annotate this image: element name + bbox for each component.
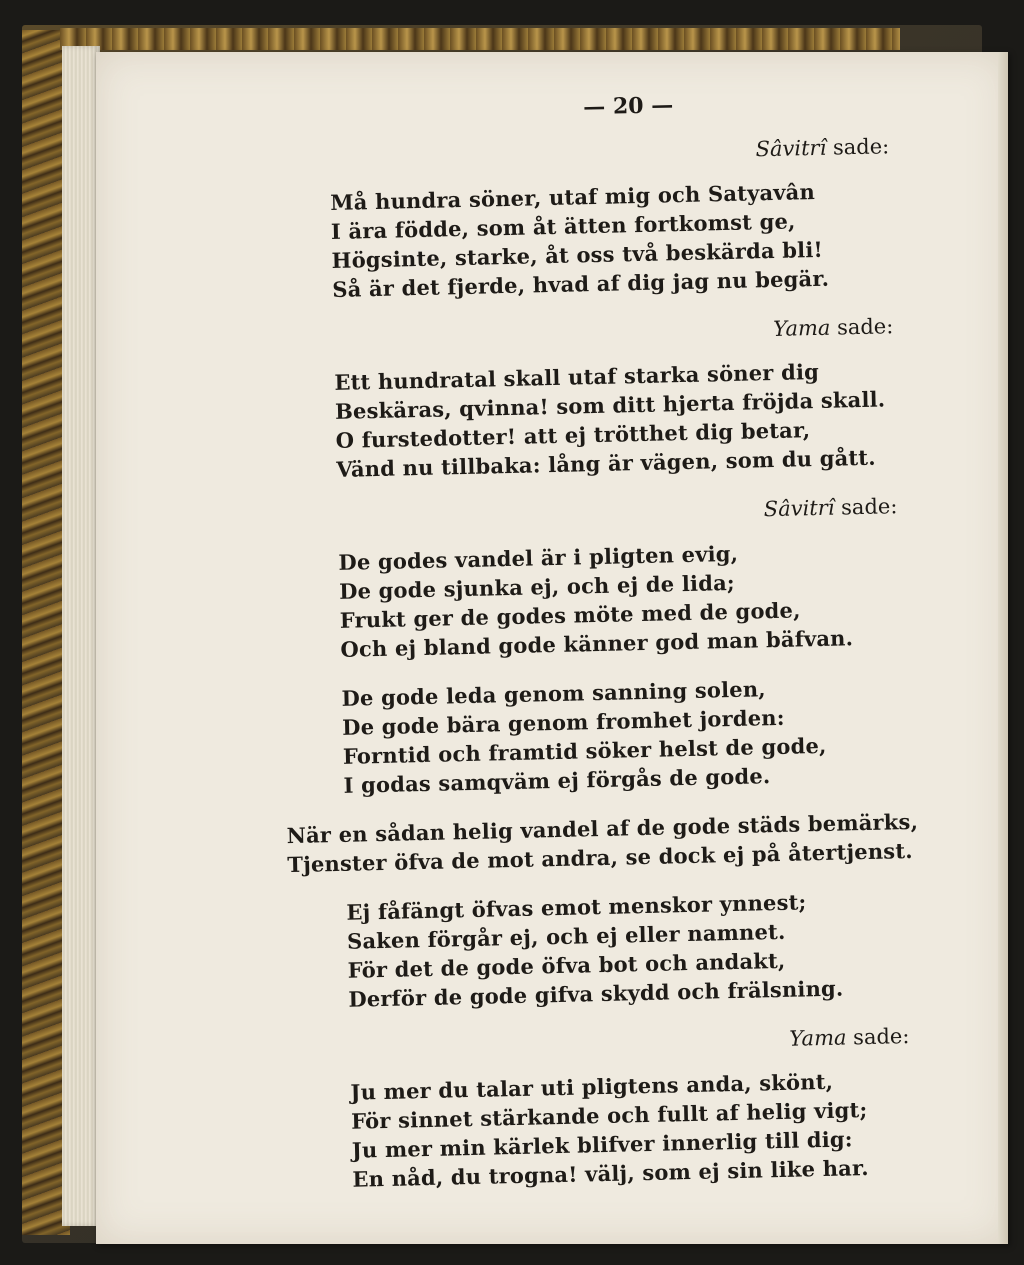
stanza [350, 1065, 912, 1194]
verse-line: För sinnet stärkande och fullt af helig vigt; [350, 1097, 868, 1134]
verse-line: Ju mer min kärlek blifver innerlig till dig: [351, 1126, 854, 1163]
speaker-name: Sâvitrî [755, 135, 827, 162]
verse-line: Ej fåfängt öfvas emot menskor ynnest; [346, 889, 807, 925]
verse-line: Tjenster öfva de mot andra, se dock ej på återtjenst. [287, 837, 913, 878]
speaker-heading [333, 311, 894, 354]
page-stack [62, 46, 100, 1226]
verse-line: Forntid och framtid söker helst de gode, [342, 732, 827, 769]
verse-line: Vänd nu tillbaka: lång är vägen, som du gått. [336, 444, 876, 482]
verse-line: För det de gode öfva bot och andakt, [347, 947, 786, 983]
speaker-verb: sade: [852, 1024, 910, 1050]
verse-line: Frukt ger de godes möte med de gode, [339, 597, 801, 633]
verse-line: O furstedotter! att ej trötthet dig betar, [335, 417, 811, 453]
marbled-cover-top [60, 28, 900, 50]
verse-line: De godes vandel är i pligten evig, [338, 540, 739, 575]
verse-line: Beskäras, qvinna! som ditt hjerta fröjda skall. [334, 386, 886, 424]
speaker-name: Yama [772, 315, 831, 341]
verse-line: I ära födde, som åt ätten fortkomst ge, [330, 208, 796, 244]
stanza [286, 807, 919, 879]
stanza [338, 535, 900, 664]
verse-line: Saken förgår ej, och ej eller namnet. [346, 918, 786, 954]
speaker-verb: sade: [836, 314, 894, 340]
page-number: — 20 — [582, 92, 674, 121]
book-page [96, 52, 1008, 1244]
speaker-heading [337, 491, 898, 534]
stanza [346, 885, 908, 1014]
verse-line: Så är det fjerde, hvad af dig jag nu begär. [332, 265, 830, 302]
speaker-name: Yama [789, 1025, 847, 1051]
verse-line: De gode bära genom fromhet jorden: [341, 704, 785, 740]
stanza [341, 671, 903, 800]
page-edge [998, 52, 1008, 1244]
speaker-heading [349, 1021, 910, 1064]
verse-line: En nåd, du trogna! välj, som ej sin like har. [352, 1155, 870, 1192]
verse-line: Derför de gode gifva skydd och frälsning. [348, 975, 844, 1012]
verse-line: När en sådan helig vandel af de gode städs bemärks, [286, 808, 919, 849]
verse-line: Ett hundratal skall utaf starka söner dig [334, 358, 820, 395]
speaker-name: Sâvitrî [763, 495, 835, 522]
verse-line: I godas samqväm ej förgås de gode. [343, 763, 771, 798]
text-block [286, 87, 919, 1213]
speaker-heading [329, 131, 890, 174]
poem-content [286, 131, 919, 1193]
verse-line: De gode leda genom sanning solen, [341, 676, 767, 711]
stanza [330, 175, 892, 304]
verse-line: Må hundra söner, utaf mig och Satyavân [330, 178, 816, 215]
stanza [334, 355, 896, 484]
verse-line: Högsinte, starke, åt oss två beskärda bli! [331, 236, 824, 273]
verse-line: Och ej bland gode känner god man bäfvan. [340, 625, 854, 662]
verse-line: Ju mer du talar uti pligtens anda, skönt, [350, 1068, 834, 1105]
speaker-verb: sade: [832, 134, 890, 160]
verse-line: De gode sjunka ej, och ej de lida; [338, 569, 736, 604]
speaker-verb: sade: [840, 494, 898, 520]
